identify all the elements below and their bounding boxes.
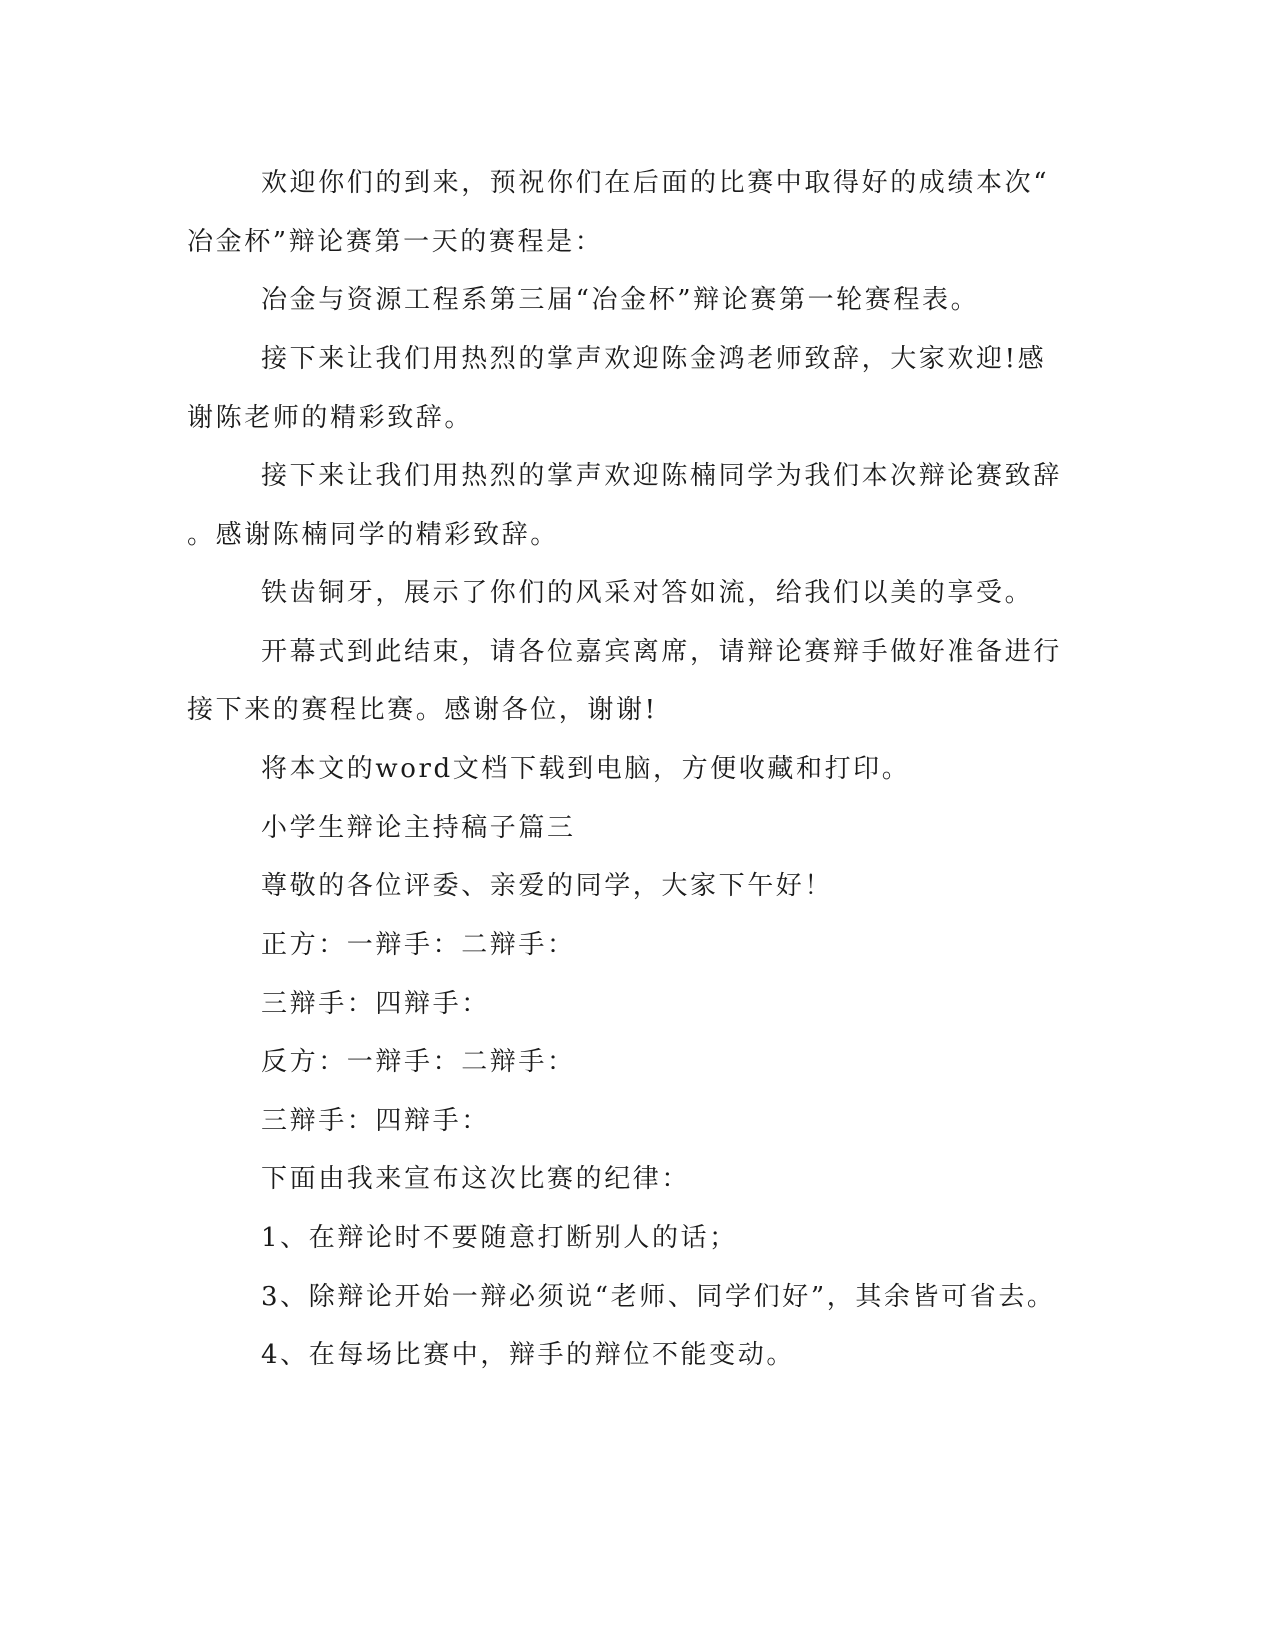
list-item: 4、在每场比赛中，辩手的辩位不能变动。 bbox=[261, 1340, 795, 1370]
list-item: 3、除辩论开始一辩必须说“老师、同学们好”，其余皆可省去。 bbox=[261, 1282, 1056, 1312]
paragraph-line: 将本文的word文档下载到电脑，方便收藏和打印。 bbox=[261, 754, 911, 784]
paragraph-line: 谢陈老师的精彩致辞。 bbox=[187, 403, 474, 433]
list-item: 1、在辩论时不要随意打断别人的话； bbox=[261, 1223, 738, 1253]
paragraph-line: 尊敬的各位评委、亲爱的同学，大家下午好！ bbox=[261, 871, 834, 901]
paragraph-line: 冶金与资源工程系第三届“冶金杯”辩论赛第一轮赛程表。 bbox=[261, 285, 980, 315]
paragraph-line: 下面由我来宣布这次比赛的纪律： bbox=[261, 1164, 691, 1194]
paragraph-line: 开幕式到此结束，请各位嘉宾离席，请辩论赛辩手做好准备进行 bbox=[261, 637, 1062, 667]
paragraph-line: 接下来的赛程比赛。感谢各位，谢谢! bbox=[187, 695, 658, 725]
paragraph-line: 三辩手：四辩手： bbox=[261, 1106, 490, 1136]
paragraph-line: 铁齿铜牙，展示了你们的风采对答如流，给我们以美的享受。 bbox=[261, 578, 1034, 608]
section-heading: 小学生辩论主持稿子篇三 bbox=[261, 813, 576, 843]
paragraph-line: 。感谢陈楠同学的精彩致辞。 bbox=[187, 520, 559, 550]
paragraph-line: 正方：一辩手：二辩手： bbox=[261, 930, 576, 960]
paragraph-line: 冶金杯”辩论赛第一天的赛程是： bbox=[187, 227, 604, 257]
paragraph-line: 反方：一辩手：二辩手： bbox=[261, 1047, 576, 1077]
paragraph-line: 接下来让我们用热烈的掌声欢迎陈金鸿老师致辞，大家欢迎!感 bbox=[261, 344, 1047, 374]
paragraph-line: 欢迎你们的到来，预祝你们在后面的比赛中取得好的成绩本次“ bbox=[261, 168, 1050, 198]
paragraph-line: 接下来让我们用热烈的掌声欢迎陈楠同学为我们本次辩论赛致辞 bbox=[261, 461, 1062, 491]
paragraph-line: 三辩手：四辩手： bbox=[261, 989, 490, 1019]
